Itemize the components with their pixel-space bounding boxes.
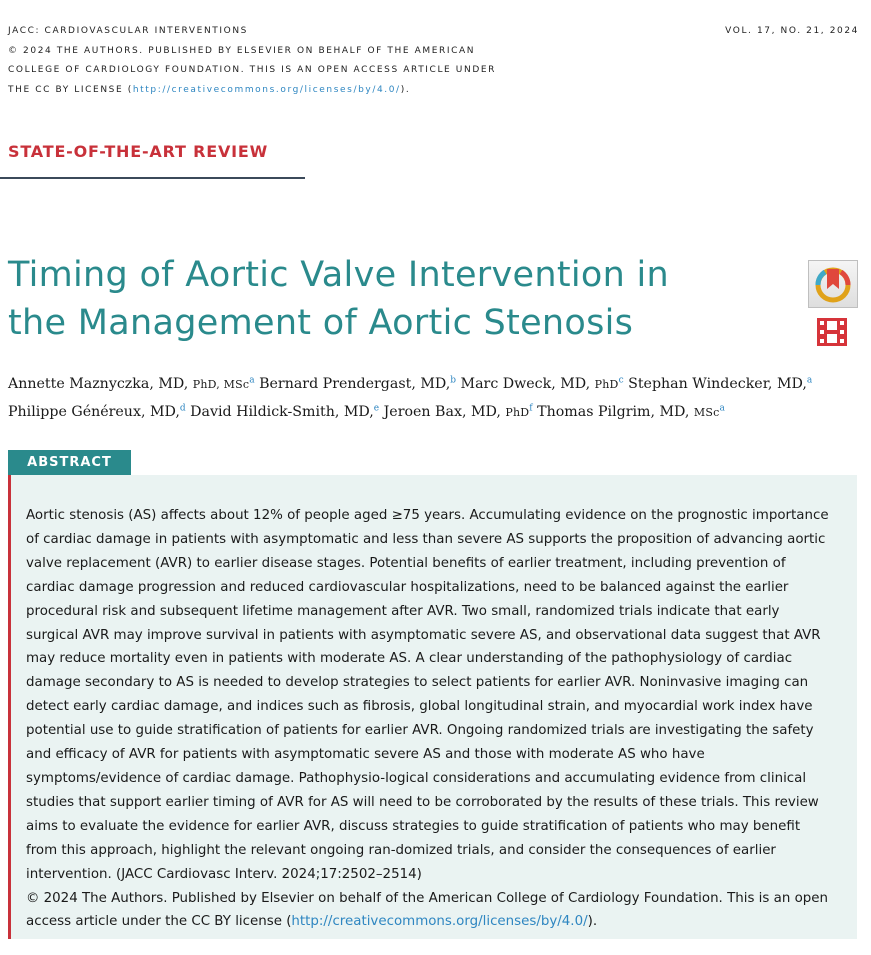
journal-header — [8, 22, 568, 100]
journal-name: JACC: CARDIOVASCULAR INTERVENTIONS — [8, 26, 248, 36]
copyright-line-2: COLLEGE OF CARDIOLOGY FOUNDATION. THIS IS AN OPEN ACCESS ARTICLE UNDER — [8, 65, 496, 75]
author-list — [8, 368, 868, 425]
abstract-license-suffix: ). — [587, 914, 598, 930]
license-link[interactable]: http://creativecommons.org/licenses/by/4.0/ — [132, 84, 401, 95]
article-title — [8, 251, 768, 347]
abstract-license-link[interactable]: http://creativecommons.org/licenses/by/4.0/ — [291, 914, 588, 930]
license-suffix: ). — [400, 84, 411, 95]
author: Philippe Généreux, MD,$^d$ — [8, 403, 186, 421]
author: Annette Maznyczka, MD, PhD, MSc$^a$ — [8, 375, 255, 392]
author: Marc Dweck, MD, PhD$^c$ — [460, 375, 624, 392]
author: David Hildick-Smith, MD,$^e$ — [190, 403, 380, 421]
abstract-label: ABSTRACT — [8, 450, 131, 475]
section-divider — [0, 177, 305, 179]
author: Jeroen Bax, MD, PhD$^f$ — [383, 403, 533, 421]
author: Thomas Pilgrim, MD, MSc$^a$ — [537, 403, 725, 421]
title-line-1: Timing of Aortic Valve Intervention in — [8, 255, 670, 295]
abstract-copyright: © 2024 The Authors. Published by Elsevier on behalf of the American College of Cardiology Foundation. This is an open access article under the CC BY license ( — [26, 890, 829, 930]
license-prefix: THE CC BY LICENSE ( — [8, 84, 133, 95]
abstract-citation: (JACC Cardiovasc Interv. 2024;17:2502–2514) — [116, 866, 422, 882]
crossmark-graphic — [809, 261, 857, 307]
title-line-2: the Management of Aortic Stenosis — [8, 303, 634, 343]
abstract-text — [26, 504, 834, 934]
section-label: STATE-OF-THE-ART REVIEW — [8, 142, 269, 161]
video-graphic — [817, 318, 847, 346]
abstract-body: Aortic stenosis (AS) affects about 12% of people aged ≥75 years. Accumulating evidence on the prognostic importance of cardiac damage in patients with asymptomatic and less than severe AS supports the proposition of advancing aortic valve replacement (AVR) to earlier disease stages. Potential benefits of earlier treatment, including prevention of cardiac damage progression and reduced cardiovascular hospitalizations, need to be balanced against the earlier procedural risk and subsequent lifetime management after AVR. Two small, randomized trials indicate that early surgical AVR may improve survival in patients with asymptomatic severe AS, and observational data suggest that AVR may reduce mortality even in patients with moderate AS. A clear understanding of the pathophysiology of cardiac damage secondary to AS is needed to develop strategies to select patients for earlier AVR. Noninvasive imaging can detect early cardiac damage, and indices such as fibrosis, global longitudinal strain, and myocardial work index have potential use to guide stratification of patients for earlier AVR. Ongoing randomized trials are investigating the safety and efficacy of AVR for patients with asymptomatic severe AS and those with moderate AS who have symptoms/evidence of cardiac damage. Pathophysio-logical considerations and accumulating evidence from clinical studies that support earlier timing of AVR for AS will need to be corroborated by the results of these trials. This review aims to evaluate the evidence for earlier AVR, discuss strategies to guide stratification of patients who may benefit from this approach, highlight the relevant ongoing ran-domized trials, and consider the consequences of earlier intervention. — [26, 508, 829, 882]
crossmark-icon[interactable] — [808, 260, 858, 308]
license-line — [8, 81, 568, 101]
volume-info: VOL. 17, NO. 21, 2024 — [725, 26, 859, 36]
author: Bernard Prendergast, MD,$^b$ — [259, 375, 457, 392]
author: Stephan Windecker, MD,$^a$ — [628, 375, 813, 392]
copyright-line-1: © 2024 THE AUTHORS. PUBLISHED BY ELSEVIER ON BEHALF OF THE AMERICAN — [8, 45, 476, 56]
video-icon[interactable] — [817, 318, 847, 346]
